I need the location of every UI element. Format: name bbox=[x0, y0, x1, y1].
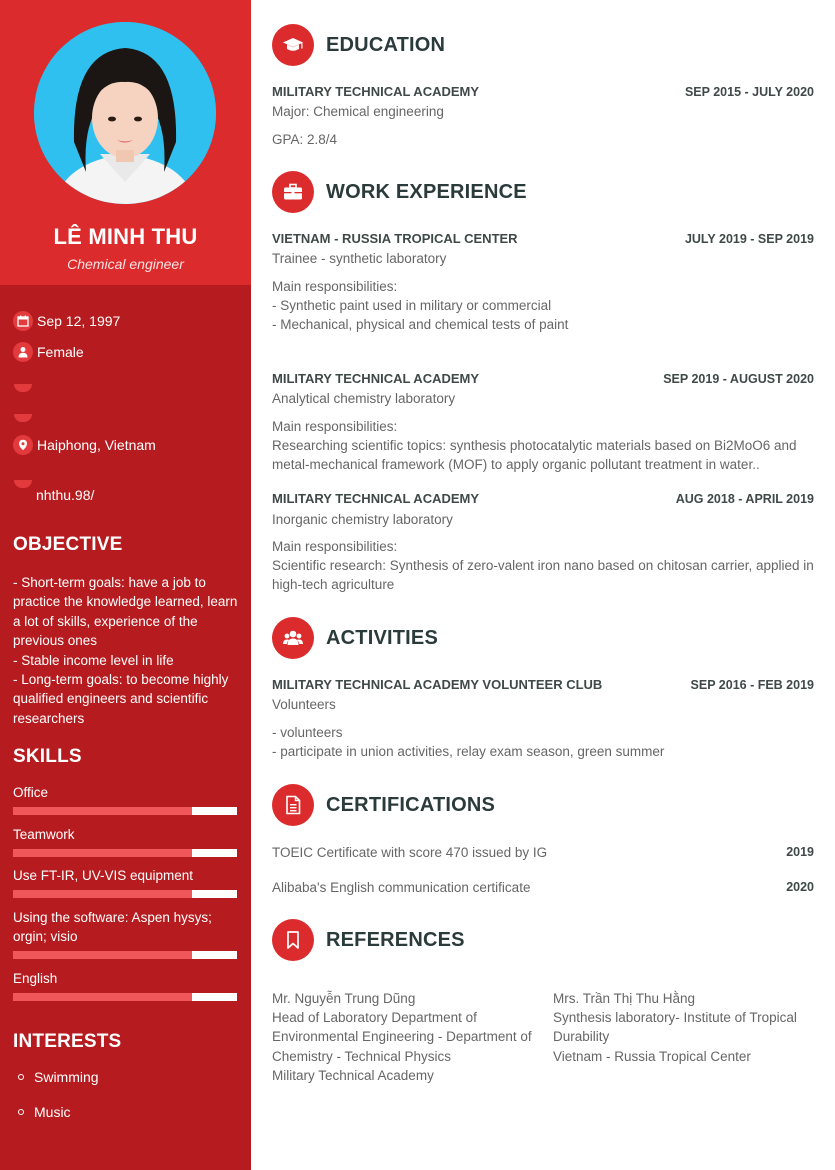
references-title: REFERENCES bbox=[326, 928, 465, 951]
location-pin-icon bbox=[13, 435, 33, 455]
activities-section-header bbox=[272, 617, 438, 659]
briefcase-icon bbox=[272, 171, 314, 213]
work-details: Main responsibilities: - Synthetic paint used in military or commercial - Mechanical, physical and chemical tests of paint bbox=[272, 279, 569, 333]
activities-position: Volunteers bbox=[272, 697, 336, 712]
skills-heading: SKILLS bbox=[13, 746, 82, 767]
work-details: Main responsibilities: Scientific research: Synthesis of zero-valent iron nano based on chitosan carrier, applied in high-tech agriculture bbox=[272, 539, 814, 593]
skill-bar bbox=[13, 993, 237, 1001]
skill-label: Using the software: Aspen hysys; orgin; visio bbox=[13, 910, 212, 945]
work-title: WORK EXPERIENCE bbox=[326, 180, 527, 203]
skill-bar bbox=[13, 849, 237, 857]
skill-bar bbox=[13, 951, 237, 959]
activities-date: SEP 2016 - FEB 2019 bbox=[690, 678, 814, 692]
work-date: SEP 2019 - AUGUST 2020 bbox=[663, 372, 814, 386]
education-school: MILITARY TECHNICAL ACADEMY bbox=[272, 84, 480, 99]
skill-bar-fill bbox=[13, 993, 192, 1001]
work-org: MILITARY TECHNICAL ACADEMY bbox=[272, 371, 480, 386]
candidate-name: LÊ MINH THU bbox=[53, 224, 198, 249]
skill-bar bbox=[13, 890, 237, 898]
calendar-icon bbox=[13, 311, 33, 331]
skill-label: Use FT-IR, UV-VIS equipment bbox=[13, 868, 194, 883]
certificate-year: 2020 bbox=[786, 880, 814, 894]
facebook-icon bbox=[14, 480, 32, 488]
reference-left: Mr. Nguyễn Trung Dũng Head of Laboratory Department of Environmental Engineering - Department of Chemistry - Technical Physics Military Technical Academy bbox=[272, 991, 532, 1083]
skill-bar bbox=[13, 807, 237, 815]
candidate-role: Chemical engineer bbox=[67, 256, 184, 272]
portrait-illustration bbox=[34, 22, 216, 204]
education-major: Major: Chemical engineering bbox=[272, 104, 444, 119]
phone-icon bbox=[14, 384, 32, 392]
work-date: JULY 2019 - SEP 2019 bbox=[684, 232, 814, 246]
certificate-name: TOEIC Certificate with score 470 issued by IG bbox=[272, 845, 548, 860]
work-position: Trainee - synthetic laboratory bbox=[272, 251, 447, 266]
birthday-text: Sep 12, 1997 bbox=[37, 313, 121, 329]
work-section-header bbox=[272, 171, 527, 213]
interest-label: Swimming bbox=[34, 1069, 99, 1085]
work-position: Inorganic chemistry laboratory bbox=[272, 512, 453, 527]
certificate-name: Alibaba's English communication certificate bbox=[272, 880, 531, 895]
social-row bbox=[36, 484, 94, 506]
bullet-icon bbox=[18, 1109, 24, 1115]
birthday-row bbox=[13, 310, 120, 332]
education-title: EDUCATION bbox=[326, 33, 446, 56]
address-row bbox=[13, 434, 156, 456]
work-details: Main responsibilities: Researching scientific topics: synthesis photocatalytic materials based on Bi2MoO6 and metal-mechanical framework (MOF) to apply organic pollutant treatment in water.. bbox=[272, 419, 797, 473]
skill-label: Office bbox=[13, 785, 49, 800]
education-section-header bbox=[272, 24, 445, 66]
skill-bar-fill bbox=[13, 849, 192, 857]
work-org: MILITARY TECHNICAL ACADEMY bbox=[272, 491, 480, 506]
profile-photo bbox=[34, 22, 216, 204]
group-icon bbox=[272, 617, 314, 659]
reference-right: Mrs. Trần Thị Thu Hằng Synthesis laboratory- Institute of Tropical Durability Vietnam - Russia Tropical Center bbox=[553, 991, 797, 1064]
certifications-title: CERTIFICATIONS bbox=[326, 793, 496, 816]
gender-text: Female bbox=[37, 344, 84, 360]
email-icon bbox=[14, 414, 32, 422]
skill-bar-fill bbox=[13, 951, 192, 959]
graduation-cap-icon bbox=[272, 24, 314, 66]
objective-text: - Short-term goals: have a job to practice the knowledge learned, learn a lot of skills, experience of the previous ones - Stable income level in life - Long-term goals: to become highly qualified engineers and scientific researchers bbox=[13, 575, 238, 726]
bullet-icon bbox=[18, 1074, 24, 1080]
interest-item bbox=[18, 1104, 71, 1120]
activities-org: MILITARY TECHNICAL ACADEMY VOLUNTEER CLUB bbox=[272, 677, 603, 692]
education-gpa: GPA: 2.8/4 bbox=[272, 132, 338, 147]
address-text: Haiphong, Vietnam bbox=[37, 437, 156, 453]
certificate-year: 2019 bbox=[786, 845, 814, 859]
references-section-header bbox=[272, 919, 465, 961]
activities-title: ACTIVITIES bbox=[326, 626, 439, 649]
work-position: Analytical chemistry laboratory bbox=[272, 391, 456, 406]
profile-header bbox=[0, 0, 251, 285]
interest-label: Music bbox=[34, 1104, 71, 1120]
person-icon bbox=[13, 342, 33, 362]
skill-bar-fill bbox=[13, 807, 192, 815]
activities-details: - volunteers - participate in union activities, relay exam season, green summer bbox=[272, 725, 665, 760]
work-org: VIETNAM - RUSSIA TROPICAL CENTER bbox=[272, 231, 518, 246]
certifications-section-header bbox=[272, 784, 495, 826]
skill-label: English bbox=[13, 971, 58, 986]
gender-row bbox=[13, 341, 84, 363]
bookmark-icon bbox=[272, 919, 314, 961]
objective-heading: OBJECTIVE bbox=[13, 534, 123, 555]
skill-bar-fill bbox=[13, 890, 192, 898]
interests-heading: INTERESTS bbox=[13, 1031, 122, 1052]
skill-label: Teamwork bbox=[13, 827, 75, 842]
interest-item bbox=[18, 1069, 99, 1085]
sidebar bbox=[0, 0, 251, 1170]
work-date: AUG 2018 - APRIL 2019 bbox=[675, 492, 814, 506]
document-icon bbox=[272, 784, 314, 826]
social-link-text[interactable]: nhthu.98/ bbox=[36, 487, 95, 503]
education-date: SEP 2015 - JULY 2020 bbox=[684, 85, 814, 99]
